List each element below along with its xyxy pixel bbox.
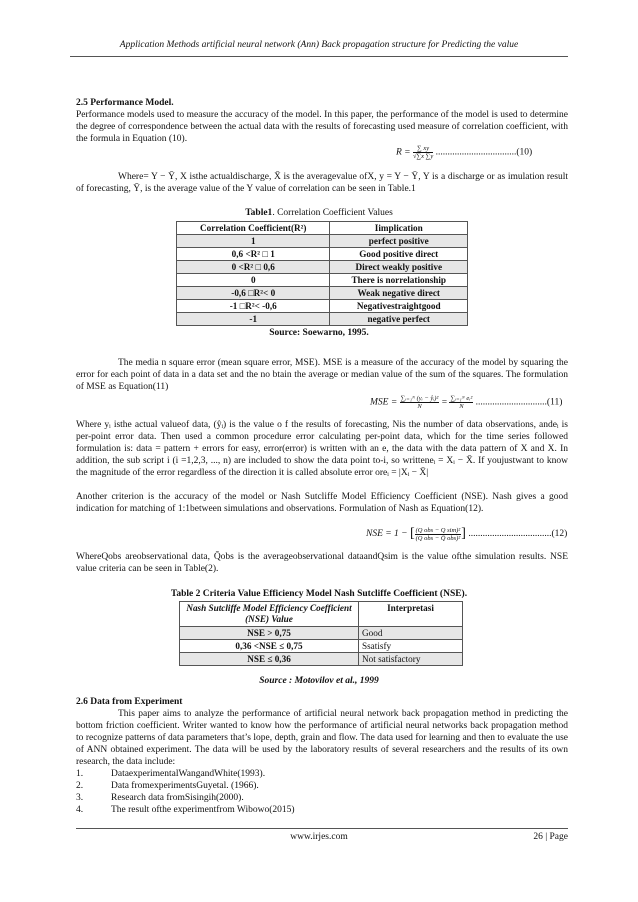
table-cell: perfect positive [330,235,468,248]
footer-rule [76,828,568,829]
eq11-tag: ..............................(11) [475,397,563,408]
list-text: DataexperimentalWangandWhite(1993). [111,769,266,779]
eq10-fraction [413,145,433,160]
list-number: 3. [76,793,84,803]
table1-col-coefficient: Correlation Coefficient(R²) [177,222,330,235]
table-row [177,274,468,287]
table-row [177,300,468,313]
paragraph-mse: The media n square error (mean square error, MSE). MSE is a measure of the accuracy of the model by squaring the error for each point of data in a data set and the no btain the average or median value of the sum of the squares. The formulation of MSE as Equation(11) [76,358,568,393]
section-heading-experiment: 2.6 Data from Experiment [76,697,183,707]
table-cell: -1 □R²< -0,6 [177,300,330,313]
equation-10 [396,145,532,160]
eq10-tag: ..................................(10) [435,147,533,158]
eq12-bracket-close-icon: ] [461,526,466,541]
eq10-denominator: √∑x ∑y [412,153,434,160]
paragraph-where-1: Where= Y − Ȳ, X isthe actualdischarge, X̄ is the averagevalue ofX, y = Y − Ȳ, Y is a discharge or as imulation result of forecasting, Ȳ, is the average value of the Y value of correlation can be seen in Table.1 [76,172,568,195]
table-cell: NSE > 0,75 [180,627,359,640]
table-cell: 0,6 <R² □ 1 [177,248,330,261]
table1-source: Source: Soewarno, 1995. [269,328,369,338]
paragraph-experiment: This paper aims to analyze the performance of artificial neural network back propagation method in predicting the bottom friction coefficient. Writer wanted to know how the performance of artificial neural networks back propagation method to recognize patterns of data parameters that’s lope, depth, grain and flow. The data used for learning and then to evaluate the use of ANN obtained experiment. The data will be used by the laboratory results of several researchers and the results of its own research, the data include: [76,709,568,768]
table-row [177,313,468,326]
table-row [180,627,463,640]
list-item [76,805,295,815]
header-rule [70,56,568,57]
eq11-fraction-1 [400,395,440,410]
eq11-denominator-1: N [417,403,422,410]
table-row [180,640,463,653]
list-number: 4. [76,805,84,815]
table-row [180,653,463,666]
table1-caption-rest: . Correlation Coefficient Values [272,208,393,218]
table-row [177,248,468,261]
table-cell: Direct weakly positive [330,261,468,274]
table-row [177,287,468,300]
table-correlation [176,221,468,326]
table1-caption [0,208,638,218]
running-header: Application Methods artificial neural network (Ann) Back propagation structure for Predicting the value [119,40,519,50]
eq12-tag: ...................................(12) [468,529,568,540]
paragraph-mse-where: Where yᵢ isthe actual valueof data, (ŷᵢ) is the value o f the results of forecasting, Nis the number of data observations, andeᵢ is per-point error data. Then used a common procedure error calculating per-point data, which for the time series followed formulation is: data = pattern + errors for easy, error(error) is written with an e, the data with the data pattern of X and X. In addition, the sub script i (i =1,2,3, ..., n) are included to show the data point to-i, so writteneᵢ = Xᵢ − X̄. If youjustwant to know the magnitude of the error regardless of the direction it is called absolute error oreᵢ = |Xᵢ − X̄| [76,420,568,479]
paragraph-nse: Another criterion is the accuracy of the model or Nash Sutcliffe Model Efficiency Coefficient (NSE). Nash gives a good indication for matching of 1:1between simulations and observations. Formulation of Nash as Equation(12). [76,492,568,515]
table-cell: Not satisfactory [359,653,463,666]
list-text: Research data fromSisingih(2000). [111,793,244,803]
table-cell: -0,6 □R²< 0 [177,287,330,300]
table2-source: Source : Motovilov et al., 1999 [259,676,379,686]
paragraph-nse-where: WhereQobs areobservational data, Q̄obs is the averageobservational dataandQsim is the value ofthe simulation results. NSE value criteria can be seen in Table(2). [76,552,568,575]
table-cell: 0 [177,274,330,287]
table-cell: Weak negative direct [330,287,468,300]
table2-col-value: Nash Sutcliffe Model Efficiency Coefficient (NSE) Value [180,602,359,627]
equation-11 [370,395,562,410]
list-text: Data fromexperimentsGuyetal. (1966). [111,781,259,791]
eq10-numerator: ∑ xy [413,145,433,153]
table2-col-interpretation: Interpretasi [359,602,463,627]
table2-caption: Table 2 Criteria Value Efficiency Model Nash Sutcliffe Coefficient (NSE). [170,589,468,599]
table-row [177,261,468,274]
table-nse [179,601,463,666]
eq12-lhs: NSE = 1 − [366,529,408,540]
list-item [76,781,259,791]
table-cell: 1 [177,235,330,248]
table2-header-row [180,602,463,627]
eq12-denominator: (Q obs − Q̄ obs)² [415,534,461,542]
table-row [177,235,468,248]
table-cell: NSE ≤ 0,36 [180,653,359,666]
table1-col-implication: Iimplication [330,222,468,235]
list-item [76,793,244,803]
table-cell: Ssatisfy [359,640,463,653]
eq10-lhs: R = [396,147,411,158]
list-number: 2. [76,781,84,791]
list-number: 1. [76,769,84,779]
table-cell: 0 <R² □ 0,6 [177,261,330,274]
eq12-fraction [415,527,462,542]
equation-12 [366,526,567,542]
table-cell: negative perfect [330,313,468,326]
table-cell: 0,36 <NSE ≤ 0,75 [180,640,359,653]
list-item [76,769,265,779]
eq11-fraction-2 [449,395,473,410]
eq12-numerator: (Q obs − Q sim)² [415,526,461,534]
footer-site: www.irjes.com [290,832,348,842]
section-heading-performance: 2.5 Performance Model. [76,98,174,108]
table-cell: -1 [177,313,330,326]
table-cell: There is norrelationship [330,274,468,287]
table1-header-row [177,222,468,235]
table-cell: Good [359,627,463,640]
table1-caption-bold: Table1 [245,208,273,218]
table-cell: Negativestraightgood [330,300,468,313]
eq11-numerator-2: ∑ᵢ₌₁ᴺ eᵢ² [450,395,473,402]
list-text: The result ofthe experimentfrom Wibowo(2015) [111,805,295,815]
table-cell: Good positive direct [330,248,468,261]
paragraph-performance: Performance models used to measure the accuracy of the model. In this paper, the performance of the model is used to determine the degree of correspondence between the actual data with the results of forecasting used measure of correlation coefficient, with the formula in Equation (10). [76,110,568,145]
eq11-lhs: MSE = [370,397,398,408]
footer-page-number: 26 | Page [533,832,568,842]
eq12-bracket-open-icon: [ [409,526,415,541]
eq11-equals: = [441,397,448,408]
eq11-numerator-1: ∑ᵢ₌₁ᴺ (yᵢ − ŷᵢ)² [400,395,439,402]
eq11-denominator-2: N [459,403,464,410]
